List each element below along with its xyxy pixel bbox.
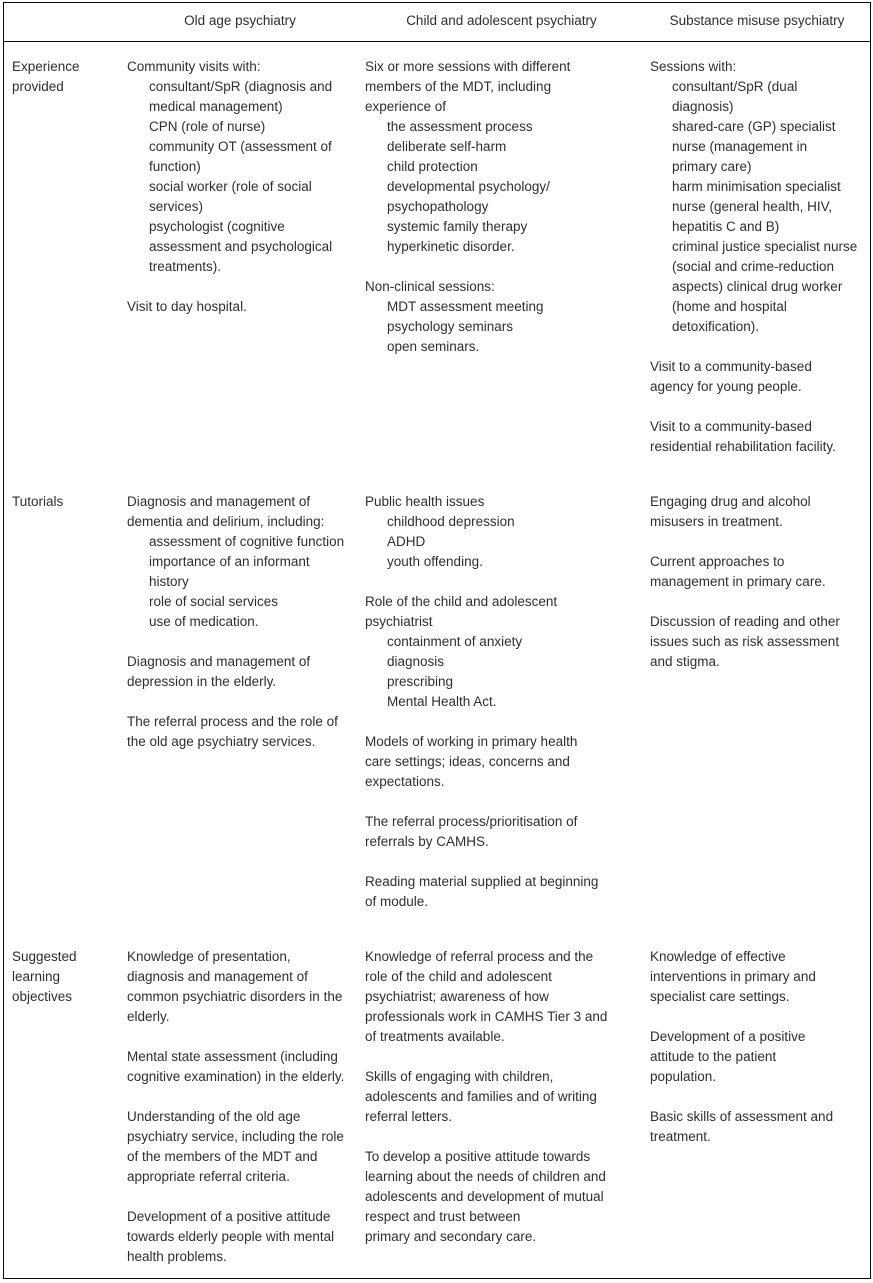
- text-line: expectations.: [365, 774, 445, 789]
- text-line: psychology seminars: [387, 319, 514, 334]
- text-line: assessment and psychological: [149, 239, 333, 254]
- text-line: Visit to day hospital.: [127, 299, 247, 314]
- training-modules-table: [3, 2, 871, 1279]
- text-line: shared-care (GP) specialist: [672, 119, 836, 134]
- text-line: referral letters.: [365, 1109, 453, 1124]
- text-line: childhood depression: [387, 514, 515, 529]
- text-line: Basic skills of assessment and: [650, 1109, 834, 1124]
- text-line: The referral process and the role of: [127, 714, 338, 729]
- text-line: Mental Health Act.: [387, 694, 497, 709]
- text-line: health problems.: [127, 1249, 227, 1264]
- paragraph: [650, 417, 864, 457]
- table-header-row: [4, 3, 870, 42]
- paragraph: [365, 492, 638, 572]
- text-line: Reading material supplied at beginning: [365, 874, 599, 889]
- text-line: management in primary care.: [650, 574, 826, 589]
- table-cell: [121, 57, 359, 457]
- text-line: Diagnosis and management of: [127, 654, 311, 669]
- text-line: respect and trust between: [365, 1209, 521, 1224]
- row-label: Experience provided: [12, 59, 80, 94]
- text-line: assessment of cognitive function: [149, 534, 345, 549]
- column-header-substance-misuse: Substance misuse psychiatry: [669, 13, 845, 28]
- text-line: The referral process/prioritisation of: [365, 814, 578, 829]
- paragraph: [365, 57, 638, 257]
- text-line: psychiatry service, including the role: [127, 1129, 344, 1144]
- text-line: treatment.: [650, 1129, 711, 1144]
- text-line: agency for young people.: [650, 379, 802, 394]
- text-line: Visit to a community-based: [650, 359, 812, 374]
- text-line: hyperkinetic disorder.: [387, 239, 515, 254]
- paragraph: [127, 1107, 353, 1187]
- text-line: population.: [650, 1069, 717, 1084]
- text-line: Knowledge of referral process and the: [365, 949, 594, 964]
- paragraph: [127, 652, 353, 692]
- text-line: psychopathology: [387, 199, 489, 214]
- text-line: misusers in treatment.: [650, 514, 783, 529]
- text-line: interventions in primary and: [650, 969, 816, 984]
- text-line: history: [149, 574, 189, 589]
- paragraph: [127, 492, 353, 632]
- text-line: Current approaches to: [650, 554, 785, 569]
- text-line: Development of a positive: [650, 1029, 806, 1044]
- text-line: systemic family therapy: [387, 219, 528, 234]
- text-line: youth offending.: [387, 554, 483, 569]
- text-line: prescribing: [387, 674, 454, 689]
- text-line: role of the child and adolescent: [365, 969, 552, 984]
- table-cell: [359, 492, 644, 912]
- text-line: of treatments available.: [365, 1029, 505, 1044]
- text-line: elderly.: [127, 1009, 170, 1024]
- text-line: diagnosis and management of: [127, 969, 308, 984]
- paragraph: [650, 492, 864, 532]
- paragraph: [365, 592, 638, 712]
- text-line: psychiatrist; awareness of how: [365, 989, 549, 1004]
- column-header-old-age: Old age psychiatry: [184, 13, 296, 28]
- text-line: nurse (management in: [672, 139, 808, 154]
- text-line: depression in the elderly.: [127, 674, 277, 689]
- text-line: diagnosis: [387, 654, 445, 669]
- text-line: specialist care settings.: [650, 989, 790, 1004]
- header-spacer: [4, 12, 121, 30]
- table-body: [4, 42, 870, 1278]
- text-line: adolescents and families and of writing: [365, 1089, 597, 1104]
- text-line: consultant/SpR (dual: [672, 79, 798, 94]
- paragraph: [127, 1207, 353, 1267]
- paragraph: [650, 612, 864, 672]
- text-line: criminal justice specialist nurse: [672, 239, 858, 254]
- text-line: MDT assessment meeting: [387, 299, 544, 314]
- paragraph: [365, 947, 638, 1047]
- text-line: consultant/SpR (diagnosis and: [149, 79, 333, 94]
- text-line: Role of the child and adolescent: [365, 594, 558, 609]
- text-line: diagnosis): [672, 99, 734, 114]
- text-line: Models of working in primary health: [365, 734, 578, 749]
- text-line: Development of a positive attitude: [127, 1209, 331, 1224]
- text-line: open seminars.: [387, 339, 480, 354]
- text-line: professionals work in CAMHS Tier 3 and: [365, 1009, 608, 1024]
- text-line: learning about the needs of children and: [365, 1169, 606, 1184]
- text-line: Engaging drug and alcohol: [650, 494, 811, 509]
- paragraph: [650, 1107, 864, 1147]
- text-line: (home and hospital: [672, 299, 787, 314]
- text-line: use of medication.: [149, 614, 259, 629]
- text-line: Non-clinical sessions:: [365, 279, 495, 294]
- paragraph: [365, 732, 638, 792]
- text-line: role of social services: [149, 594, 279, 609]
- paragraph: [650, 57, 864, 337]
- text-line: of the members of the MDT and: [127, 1149, 318, 1164]
- text-line: detoxification).: [672, 319, 760, 334]
- text-line: the assessment process: [387, 119, 533, 134]
- text-line: Understanding of the old age: [127, 1109, 301, 1124]
- text-line: appropriate referral criteria.: [127, 1169, 290, 1184]
- paragraph: [650, 1027, 864, 1087]
- text-line: function): [149, 159, 201, 174]
- paragraph: [650, 357, 864, 397]
- text-line: nurse (general health, HIV,: [672, 199, 833, 214]
- text-line: Six or more sessions with different: [365, 59, 571, 74]
- row-label: Suggested learning objectives: [12, 949, 77, 1004]
- text-line: (social and crime-reduction: [672, 259, 835, 274]
- text-line: social worker (role of social: [149, 179, 312, 194]
- table-cell: [121, 492, 359, 912]
- row-label: Tutorials: [12, 494, 64, 509]
- text-line: residential rehabilitation facility.: [650, 439, 836, 454]
- table-cell: [644, 57, 870, 457]
- paragraph: [365, 277, 638, 357]
- text-line: containment of anxiety: [387, 634, 523, 649]
- text-line: deliberate self-harm: [387, 139, 507, 154]
- text-line: child protection: [387, 159, 478, 174]
- table-cell: [644, 947, 870, 1267]
- text-line: and stigma.: [650, 654, 720, 669]
- text-line: members of the MDT, including: [365, 79, 552, 94]
- text-line: Mental state assessment (including: [127, 1049, 338, 1064]
- text-line: of module.: [365, 894, 429, 909]
- text-line: Diagnosis and management of: [127, 494, 311, 509]
- table-row: [4, 912, 870, 1267]
- text-line: hepatitis C and B): [672, 219, 780, 234]
- text-line: Knowledge of presentation,: [127, 949, 291, 964]
- text-line: referrals by CAMHS.: [365, 834, 489, 849]
- text-line: psychologist (cognitive: [149, 219, 285, 234]
- text-line: To develop a positive attitude towards: [365, 1149, 591, 1164]
- text-line: Sessions with:: [650, 59, 737, 74]
- paragraph: [127, 297, 353, 317]
- text-line: medical management): [149, 99, 283, 114]
- paragraph: [365, 1147, 638, 1247]
- text-line: Community visits with:: [127, 59, 261, 74]
- paragraph: [127, 57, 353, 277]
- paragraph: [650, 552, 864, 592]
- text-line: care settings; ideas, concerns and: [365, 754, 570, 769]
- paragraph: [365, 812, 638, 852]
- text-line: Skills of engaging with children,: [365, 1069, 554, 1084]
- paragraph: [127, 712, 353, 752]
- text-line: primary and secondary care.: [365, 1229, 537, 1244]
- text-line: community OT (assessment of: [149, 139, 332, 154]
- text-line: common psychiatric disorders in the: [127, 989, 343, 1004]
- text-line: psychiatrist: [365, 614, 433, 629]
- paragraph: [365, 1067, 638, 1127]
- text-line: the old age psychiatry services.: [127, 734, 316, 749]
- text-line: towards elderly people with mental: [127, 1229, 335, 1244]
- table-cell: [359, 57, 644, 457]
- text-line: Knowledge of effective: [650, 949, 786, 964]
- column-header-child-adolescent: Child and adolescent psychiatry: [406, 13, 597, 28]
- text-line: cognitive examination) in the elderly.: [127, 1069, 345, 1084]
- table-row: [4, 457, 870, 912]
- text-line: Public health issues: [365, 494, 485, 509]
- paragraph: [127, 1047, 353, 1087]
- paragraph: [127, 947, 353, 1027]
- text-line: importance of an informant: [149, 554, 310, 569]
- text-line: Discussion of reading and other: [650, 614, 840, 629]
- text-line: primary care): [672, 159, 752, 174]
- text-line: Visit to a community-based: [650, 419, 812, 434]
- text-line: CPN (role of nurse): [149, 119, 266, 134]
- text-line: aspects) clinical drug worker: [672, 279, 843, 294]
- text-line: harm minimisation specialist: [672, 179, 841, 194]
- paragraph: [365, 872, 638, 912]
- table-cell: [359, 947, 644, 1267]
- text-line: services): [149, 199, 204, 214]
- text-line: treatments).: [149, 259, 222, 274]
- table-row: [4, 42, 870, 457]
- paragraph: [650, 947, 864, 1007]
- text-line: dementia and delirium, including:: [127, 514, 325, 529]
- text-line: adolescents and development of mutual: [365, 1189, 604, 1204]
- text-line: issues such as risk assessment: [650, 634, 840, 649]
- text-line: ADHD: [387, 534, 426, 549]
- table-cell: [644, 492, 870, 912]
- text-line: attitude to the patient: [650, 1049, 777, 1064]
- table-cell: [121, 947, 359, 1267]
- text-line: developmental psychology/: [387, 179, 550, 194]
- text-line: experience of: [365, 99, 447, 114]
